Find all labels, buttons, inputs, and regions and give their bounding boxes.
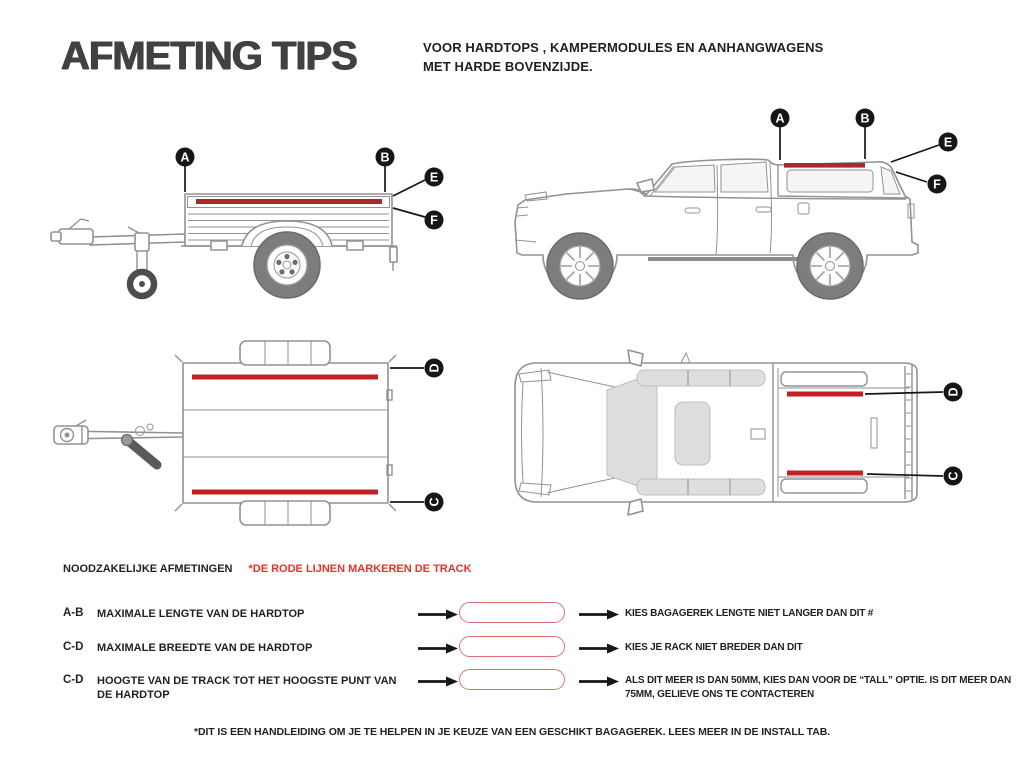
svg-text:B: B: [860, 111, 870, 126]
label-a-badge: [771, 109, 790, 161]
arrow-right-icon: [578, 675, 620, 688]
label-f-badge: [393, 208, 444, 230]
measurement-key: C-D: [63, 641, 84, 653]
arrow-right-icon: [417, 642, 459, 655]
measurement-key: A-B: [63, 607, 84, 619]
label-c-badge: [390, 493, 444, 512]
legend-red-note: *DE RODE LIJNEN MARKEREN DE TRACK: [248, 563, 472, 575]
track-red-line: [196, 199, 382, 204]
svg-text:E: E: [429, 170, 439, 185]
track-red-line: [787, 392, 863, 397]
trailer-drawbar-icon: [51, 219, 185, 245]
svg-text:A: A: [775, 111, 785, 126]
subtitle-line-1: VOOR HARDTOPS , KAMPERMODULES EN AANHANGWAGENS: [423, 40, 824, 55]
track-red-line: [192, 375, 378, 380]
svg-text:D: D: [427, 363, 442, 373]
truck-top-view-diagram: [485, 330, 990, 545]
trailer-wheel-icon: [254, 232, 320, 298]
track-red-line: [787, 471, 863, 476]
svg-text:C: C: [946, 471, 961, 481]
arrow-right-icon: [417, 608, 459, 621]
measurement-advice: ALS DIT MEER IS DAN 50MM, KIES DAN VOOR DE “TALL” OPTIE. IS DIT MEER DAN 75MM, GELIEVE ONS TE CONTACTEREN: [625, 675, 1011, 700]
svg-text:F: F: [933, 177, 941, 192]
page-title: AFMETING TIPS: [61, 34, 357, 78]
label-d-badge: [390, 359, 444, 378]
trailer-tongue-icon: [54, 420, 183, 465]
truck-front-wheel-icon: [547, 233, 613, 299]
measurement-advice: KIES BAGAGEREK LENGTE NIET LANGER DAN DIT #: [625, 608, 874, 619]
page-subtitle: [423, 38, 823, 76]
truck-rear-wheel-icon: [797, 233, 863, 299]
svg-text:B: B: [380, 150, 390, 165]
svg-text:E: E: [943, 135, 953, 150]
truck-side-view-diagram: [478, 96, 993, 326]
svg-text:F: F: [430, 213, 438, 228]
label-e-badge: [393, 168, 444, 197]
arrow-right-icon: [417, 675, 459, 688]
label-b-badge: [376, 148, 395, 193]
legend-heading: [63, 563, 472, 575]
measurement-key: C-D: [63, 674, 84, 686]
measurement-label: MAXIMALE LENGTE VAN DE HARDTOP: [97, 608, 305, 620]
trailer-top-view-diagram: [30, 332, 470, 547]
svg-text:C: C: [427, 497, 442, 507]
label-a-badge: [176, 148, 195, 193]
arrow-right-icon: [578, 608, 620, 621]
measurement-advice: KIES JE RACK NIET BREDER DAN DIT: [625, 642, 803, 653]
trailer-box-top-icon: [175, 341, 396, 525]
subtitle-line-2: MET HARDE BOVENZIJDE.: [423, 59, 593, 74]
arrow-right-icon: [578, 642, 620, 655]
legend-heading-label: NOODZAKELIJKE AFMETINGEN: [63, 563, 233, 575]
svg-text:D: D: [946, 387, 961, 397]
label-e-badge: [891, 133, 958, 163]
svg-text:A: A: [180, 150, 190, 165]
measurement-label: HOOGTE VAN DE TRACK TOT HET HOOGSTE PUNT VAN DE HARDTOP: [97, 675, 397, 701]
label-b-badge: [856, 109, 875, 160]
measurement-value-field: [459, 602, 565, 623]
measurement-value-field: [459, 636, 565, 657]
measurement-label: MAXIMALE BREEDTE VAN DE HARDTOP: [97, 642, 313, 654]
label-f-badge: [896, 172, 947, 194]
measurement-value-field: [459, 669, 565, 690]
trailer-side-view-diagram: [35, 118, 465, 323]
track-red-line: [192, 490, 378, 495]
footer-note: *DIT IS EEN HANDLEIDING OM JE TE HELPEN IN JE KEUZE VAN EEN GESCHIKT BAGAGEREK. LEES MEER IN DE INSTALL TAB.: [194, 726, 830, 738]
track-red-line: [784, 163, 865, 168]
